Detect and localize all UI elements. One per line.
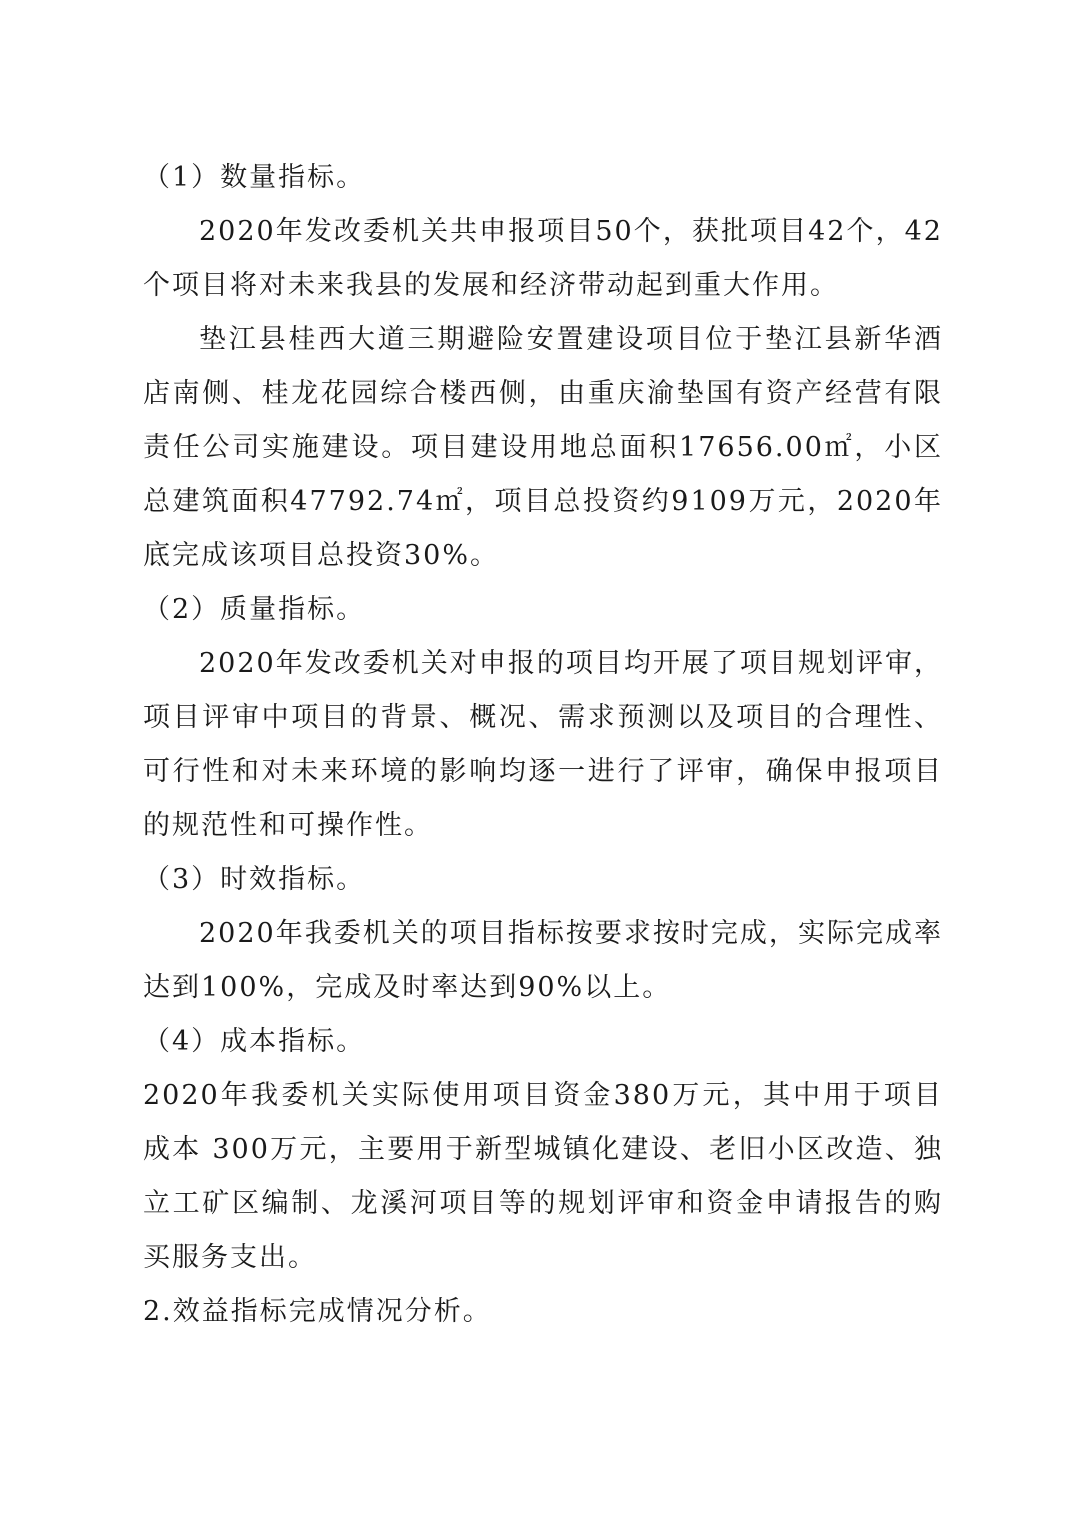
- document-body: [143, 151, 943, 1339]
- section-heading-benefit: 2.效益指标完成情况分析。: [143, 1296, 492, 1327]
- section-heading-cost: （4）成本指标。: [143, 1026, 366, 1057]
- paragraph-timeliness: 2020年我委机关的项目指标按要求按时完成，实际完成率达到100%，完成及时率达到90%以上。: [143, 918, 943, 1003]
- section-heading-quantity: （1）数量指标。: [143, 162, 366, 193]
- paragraph-cost: 2020年我委机关实际使用项目资金380万元，其中用于项目成本 300万元，主要用于新型城镇化建设、老旧小区改造、独立工矿区编制、龙溪河项目等的规划评审和资金申请报告的购买服务支出。: [143, 1080, 943, 1273]
- section-heading-timeliness: （3）时效指标。: [143, 864, 366, 895]
- paragraph-quality: 2020年发改委机关对申报的项目均开展了项目规划评审，项目评审中项目的背景、概况、需求预测以及项目的合理性、可行性和对未来环境的影响均逐一进行了评审，确保申报项目的规范性和可操作性。: [143, 648, 943, 841]
- paragraph-quantity: 2020年发改委机关共申报项目50个，获批项目42个，42个项目将对未来我县的发展和经济带动起到重大作用。: [143, 216, 943, 301]
- section-heading-quality: （2）质量指标。: [143, 594, 366, 625]
- paragraph-project-detail: 垫江县桂西大道三期避险安置建设项目位于垫江县新华酒店南侧、桂龙花园综合楼西侧，由重庆渝垫国有资产经营有限责任公司实施建设。项目建设用地总面积17656.00㎡，小区总建筑面积47792.74㎡，项目总投资约9109万元，2020年底完成该项目总投资30%。: [143, 324, 943, 571]
